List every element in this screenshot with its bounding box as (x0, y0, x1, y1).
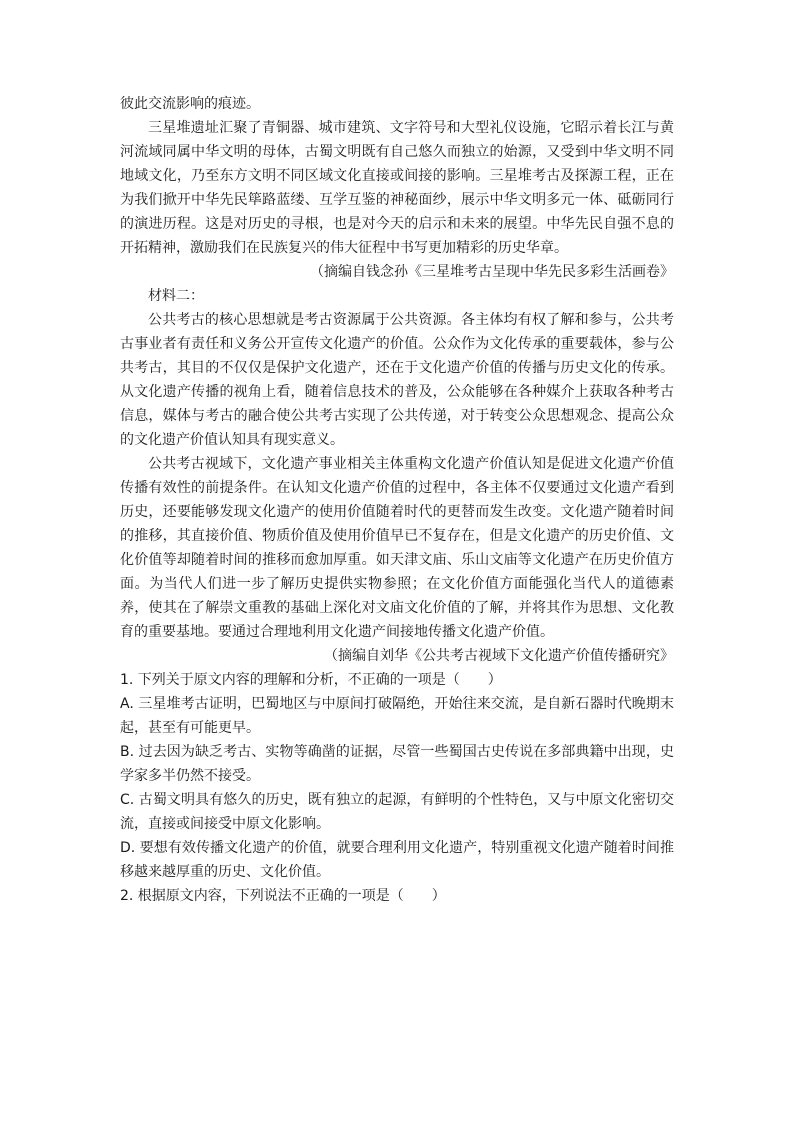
passage-line: 的文化遗产价值认知具有现实意义。 (120, 432, 344, 448)
question-line: 学家多半仍然不接受。 (120, 768, 260, 784)
passage-line: 传播有效性的前提条件。在认知文化遗产价值的过程中，各主体不仅要通过文化遗产看到 (120, 480, 674, 496)
question-line: 流，直接或间接受中原文化影响。 (120, 816, 330, 832)
passage-line: 古事业者有责任和义务公开宣传文化遗产的价值。公众作为文化传承的重要载体，参与公 (120, 336, 674, 352)
passage-line: 彼此交流影响的痕迹。 (120, 96, 260, 112)
passage-line: 公共考古的核心思想就是考古资源属于公共资源。各主体均有权了解和参与，公共考 (148, 312, 674, 328)
passage-line: 育的重要基地。要通过合理地利用文化遗产间接地传播文化遗产价值。 (120, 624, 554, 640)
passage-line: 信息，媒体与考古的融合使公共考古实现了公共传递，对于转变公众思想观念、提高公众 (120, 408, 674, 424)
question-line: 1. 下列关于原文内容的理解和分析，不正确的一项是（ ） (120, 672, 502, 688)
passage-line: 公共考古视域下，文化遗产事业相关主体重构文化遗产价值认知是促进文化遗产价值 (148, 456, 674, 472)
passage-line: 从文化遗产传播的视角上看，随着信息技术的普及，公众能够在各种媒介上获取各种考古 (120, 384, 674, 400)
question-line: 起，甚至有可能更早。 (120, 720, 260, 736)
question-line: C. 古蜀文明具有悠久的历史，既有独立的起源，有鲜明的个性特色，又与中原文化密切交 (120, 792, 674, 808)
question-line: D. 要想有效传播文化遗产的价值，就要合理利用文化遗产，特别重视文化遗产随着时间推 (120, 840, 674, 856)
question-line: A. 三星堆考古证明，巴蜀地区与中原间打破隔绝，开始往来交流，是自新石器时代晚期末 (120, 696, 674, 712)
passage-line: 为我们掀开中华先民筚路蓝缕、互学互鉴的神秘面纱，展示中华文明多元一体、砥砺同行 (120, 192, 674, 208)
passage-text (120, 92, 674, 668)
question-list (120, 668, 674, 908)
passage-line: 的推移，其直接价值、物质价值及使用价值早已不复存在，但是文化遗产的历史价值、文 (120, 528, 674, 544)
passage-line: （摘编自钱念孙《三星堆考古呈现中华先民多彩生活画卷》 (310, 264, 674, 280)
question-line: B. 过去因为缺乏考古、实物等确凿的证据，尽管一些蜀国古史传说在多部典籍中出现，史 (120, 744, 674, 760)
passage-line: 共考古，其目的不仅仅是保护文化遗产，还在于文化遗产价值的传播与历史文化的传承。 (120, 360, 674, 376)
passage-line: 面。为当代人们进一步了解历史提供实物参照；在文化价值方面能强化当代人的道德素 (120, 576, 674, 592)
passage-line: 养，使其在了解崇文重教的基础上深化对文庙文化价值的了解，并将其作为思想、文化教 (120, 600, 674, 616)
passage-line: 历史，还要能够发现文化遗产的使用价值随着时代的更替而发生改变。文化遗产随着时间 (120, 504, 674, 520)
passage-line: 地域文化，乃至东方文明不同区域文化直接或间接的影响。三星堆考古及探源工程，正在 (120, 168, 674, 184)
passage-line: 化价值等却随着时间的推移而愈加厚重。如天津文庙、乐山文庙等文化遗产在历史价值方 (120, 552, 674, 568)
passage-line: 河流域同属中华文明的母体，古蜀文明既有自己悠久而独立的始源，又受到中华文明不同 (120, 144, 674, 160)
passage-line: 三星堆遗址汇聚了青铜器、城市建筑、文字符号和大型礼仪设施，它昭示着长江与黄 (148, 120, 674, 136)
question-line: 移越来越厚重的历史、文化价值。 (120, 864, 330, 880)
passage-line: （摘编自刘华《公共考古视域下文化遗产价值传播研究》 (324, 648, 674, 664)
passage-line: 材料二： (148, 288, 204, 304)
document-page (120, 92, 674, 908)
question-line: 2. 根据原文内容，下列说法不正确的一项是（ ） (120, 888, 446, 904)
passage-line: 的演进历程。这是对历史的寻根，也是对今天的启示和未来的展望。中华先民自强不息的 (120, 216, 674, 232)
passage-line: 开拓精神，激励我们在民族复兴的伟大征程中书写更加精彩的历史华章。 (120, 240, 568, 256)
